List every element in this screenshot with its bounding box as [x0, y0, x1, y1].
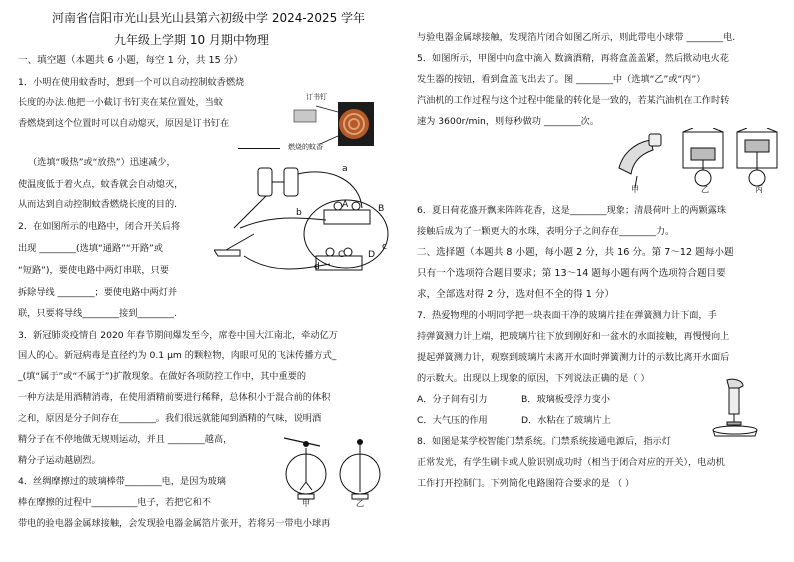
q4-line: 棒在摩擦的过程中__________电子，若把它和不 [18, 497, 211, 508]
q2-line: 出现 ________(选填“通路”“开路”或 [18, 243, 163, 254]
section-choice-line: 只有一个选项符合题目要求；第 13～14 题每小题有两个选项符合题目要 [417, 268, 726, 279]
section-fill-in-title: 一、填空题（本题共 6 小题，每空 1 分，共 15 分） [18, 55, 243, 66]
q3-line: 国人的心。新冠病毒是直径约为 0.1 μm 的颗粒物，肉眼可见的飞沫传播方式_ [18, 350, 337, 361]
engine-figure [613, 128, 789, 196]
right-column [417, 0, 789, 562]
terminal-label-A: A [342, 199, 349, 210]
q3-line: _(填“属于”或“不属于”)扩散现象。在做好各项防控工作中，其中重要的 [18, 371, 307, 382]
electroscope-figure [276, 430, 390, 510]
q8-line: 8．如图是某学校智能门禁系统。门禁系统接通电源后，指示灯 [417, 436, 671, 447]
figure-label-yi: 乙 [701, 185, 709, 194]
figure-label-jia: 甲 [302, 499, 310, 508]
q3-line: 精分子在不停地做无规则运动，并且 ________越高， [18, 434, 233, 445]
wire-label-d: d [314, 261, 320, 272]
q7-option-b: B．玻璃板受浮力变小 [521, 394, 610, 405]
q5-line: 5．如图所示，甲图中向盒中滴入 数滴酒精，再将盒盖盖紧，然后揿动电火花 [417, 53, 729, 64]
q1-line: 长度的办法.他把一小截订书钉夹在某位置处，当蚊 [18, 97, 224, 108]
q8-line: 工作打开控制门。下列简化电路图符合要求的是 （ ） [417, 478, 635, 489]
terminal-label-D: D [368, 249, 376, 260]
q4-line: 带电的验电器金属球接触，会发现验电器金属箔片张开，若将另一带电小球再 [18, 518, 331, 529]
q2-line: 联，只要将导线________接到________. [18, 308, 178, 319]
staple-label: 订书钉 [306, 93, 327, 101]
left-column [18, 0, 390, 562]
q6-line: 接触后成为了一颗更大的水珠，表明分子之间存在________力。 [417, 226, 675, 237]
mosquito-coil-figure [284, 90, 376, 160]
q2-line: 拆除导线 ________；要使电路中两灯并 [18, 287, 178, 298]
q7-option-d: D．水粘在了玻璃片上 [521, 415, 611, 426]
q7-line: 提起弹簧测力计，观察到玻璃片未离开水面时弹簧测力计的示数比离开水面后 [417, 352, 730, 363]
section-choice-line: 二、选择题（本题共 8 小题，每小题 2 分，共 16 分。第 7～12 题每小题 [417, 247, 734, 258]
wire-label-a: a [342, 163, 348, 174]
q3-line: 之和，原因是分子间存在________。我们很远就能闻到酒精的气味，说明酒 [18, 413, 322, 424]
q7-line: 的示数大。出现以上现象的原因，下列说法正确的是（ ） [417, 373, 650, 384]
q1-line: 香燃烧到这个位置时可以自动熄灭，原因是订书钉在 [18, 118, 230, 129]
q6-line: 6．夏日荷花盛开飘来阵阵花香，这是________现象；清晨荷叶上的两颗露珠 [417, 205, 727, 216]
spring-scale-figure [709, 378, 763, 438]
figure-label-yi: 乙 [356, 499, 364, 508]
q3-line: 精分子运动越剧烈。 [18, 455, 101, 466]
q8-line: 正常发光，有学生刷卡或人脸识别成功时（相当于闭合对应的开关），电动机 [417, 457, 725, 468]
q5-line: 汽油机的工作过程与这个过程中能量的转化是一致的，若某汽油机在工作时转 [417, 95, 730, 106]
q7-option-c: C．大气压的作用 [417, 415, 488, 426]
section-choice-line: 求，全部选对得 2 分，选对但不全的得 1 分） [417, 289, 615, 300]
terminal-label-C: C [338, 249, 345, 260]
exam-title-line1: 河南省信阳市光山县光山县第六初级中学 2024-2025 学年 [52, 11, 366, 25]
exam-title-line2: 九年级上学期 10 月期中物理 [114, 33, 269, 47]
q5-line: 速为 3600r/min，则每秒做功 ________次。 [417, 116, 600, 127]
q1-line: 使温度低于着火点，蚊香就会自动熄灭， [18, 179, 184, 190]
q1-line: 1．小明在使用蚊香时，想到一个可以自动控制蚊香燃烧 [18, 77, 245, 88]
q3-line: 一种方法是用酒精消毒，在使用酒精前要进行稀释，总体积小于混合前的体积 [18, 392, 331, 403]
terminal-label-B: B [378, 203, 385, 214]
figure-label-bing: 丙 [755, 185, 763, 194]
wire-label-c: c [382, 241, 388, 252]
q1-line: （选填“吸热”或“放热”）迅速减少， [28, 157, 176, 168]
q5-line: 发生器的按钮，看到盒盖飞出去了。图 ________中（选填“乙”或“丙”） [417, 74, 706, 85]
figure-label-jia: 甲 [631, 185, 639, 194]
q1-line: 从而达到自动控制蚊香燃烧长度的目的. [18, 199, 178, 210]
q7-line: 7．热爱物理的小明同学把一块表面干净的玻璃片挂在弹簧测力计下面，手 [417, 310, 717, 321]
q4-continued-line: 与验电器金属球接触，发现箔片闭合如图乙所示，则此带电小球带 ________电. [417, 32, 736, 43]
q7-line: 持弹簧测力计上端，把玻璃片往下放到刚好和一盆水的水面接触，再慢慢向上 [417, 331, 730, 342]
circuit-figure [214, 164, 390, 280]
q7-option-a: A．分子间有引力 [417, 394, 488, 405]
q2-line: 2．在如图所示的电路中，闭合开关后将 [18, 221, 181, 232]
wire-label-b: b [296, 207, 302, 218]
q4-line: 4．丝绸摩擦过的玻璃棒带________电，是因为玻璃 [18, 476, 226, 487]
q3-line: 3．新冠肺炎疫情自 2020 年春节期间爆发至今，席卷中国大江南北，牵动亿万 [18, 330, 338, 341]
q2-line: “短路”)，要使电路中两灯串联，只要 [18, 265, 169, 276]
answer-blank [238, 148, 280, 149]
coil-label: 燃烧的蚊香 [288, 143, 323, 151]
